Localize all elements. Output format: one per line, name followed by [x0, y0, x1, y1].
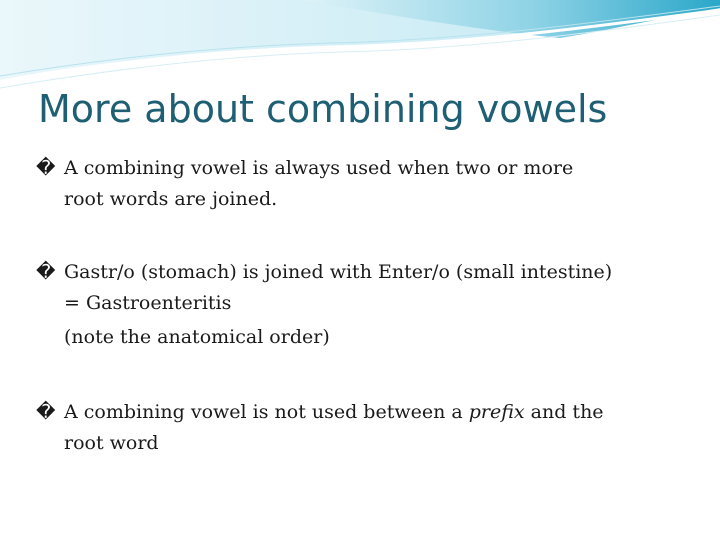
bullet-line: (note the anatomical order): [64, 326, 330, 348]
bullet-line: Gastr/o (stomach) is joined with Enter/o (small intestine): [64, 261, 613, 283]
emphasized-term: prefix: [468, 401, 525, 423]
bullet-item: [36, 257, 676, 355]
bullet-item: [36, 153, 676, 215]
decorative-wave-banner: [0, 0, 720, 95]
bullet-text: [64, 397, 676, 459]
bullet-line: root words are joined.: [64, 188, 278, 210]
bullet-line: root word: [64, 432, 159, 454]
bullet-text: [64, 153, 676, 215]
text-run: A combining vowel is not used between a: [64, 401, 469, 423]
bullet-line: = Gastroenteritis: [64, 292, 232, 314]
slide-body: [36, 153, 676, 459]
bullet-icon: �: [36, 157, 56, 179]
bullet-line: [64, 397, 676, 428]
text-run: and the: [524, 401, 604, 423]
slide-title: More about combining vowels: [38, 87, 608, 131]
bullet-icon: �: [36, 401, 56, 423]
bullet-icon: �: [36, 261, 56, 283]
bullet-line: A combining vowel is always used when two or more: [64, 157, 574, 179]
bullet-text: [64, 257, 676, 355]
bullet-item: [36, 397, 676, 459]
